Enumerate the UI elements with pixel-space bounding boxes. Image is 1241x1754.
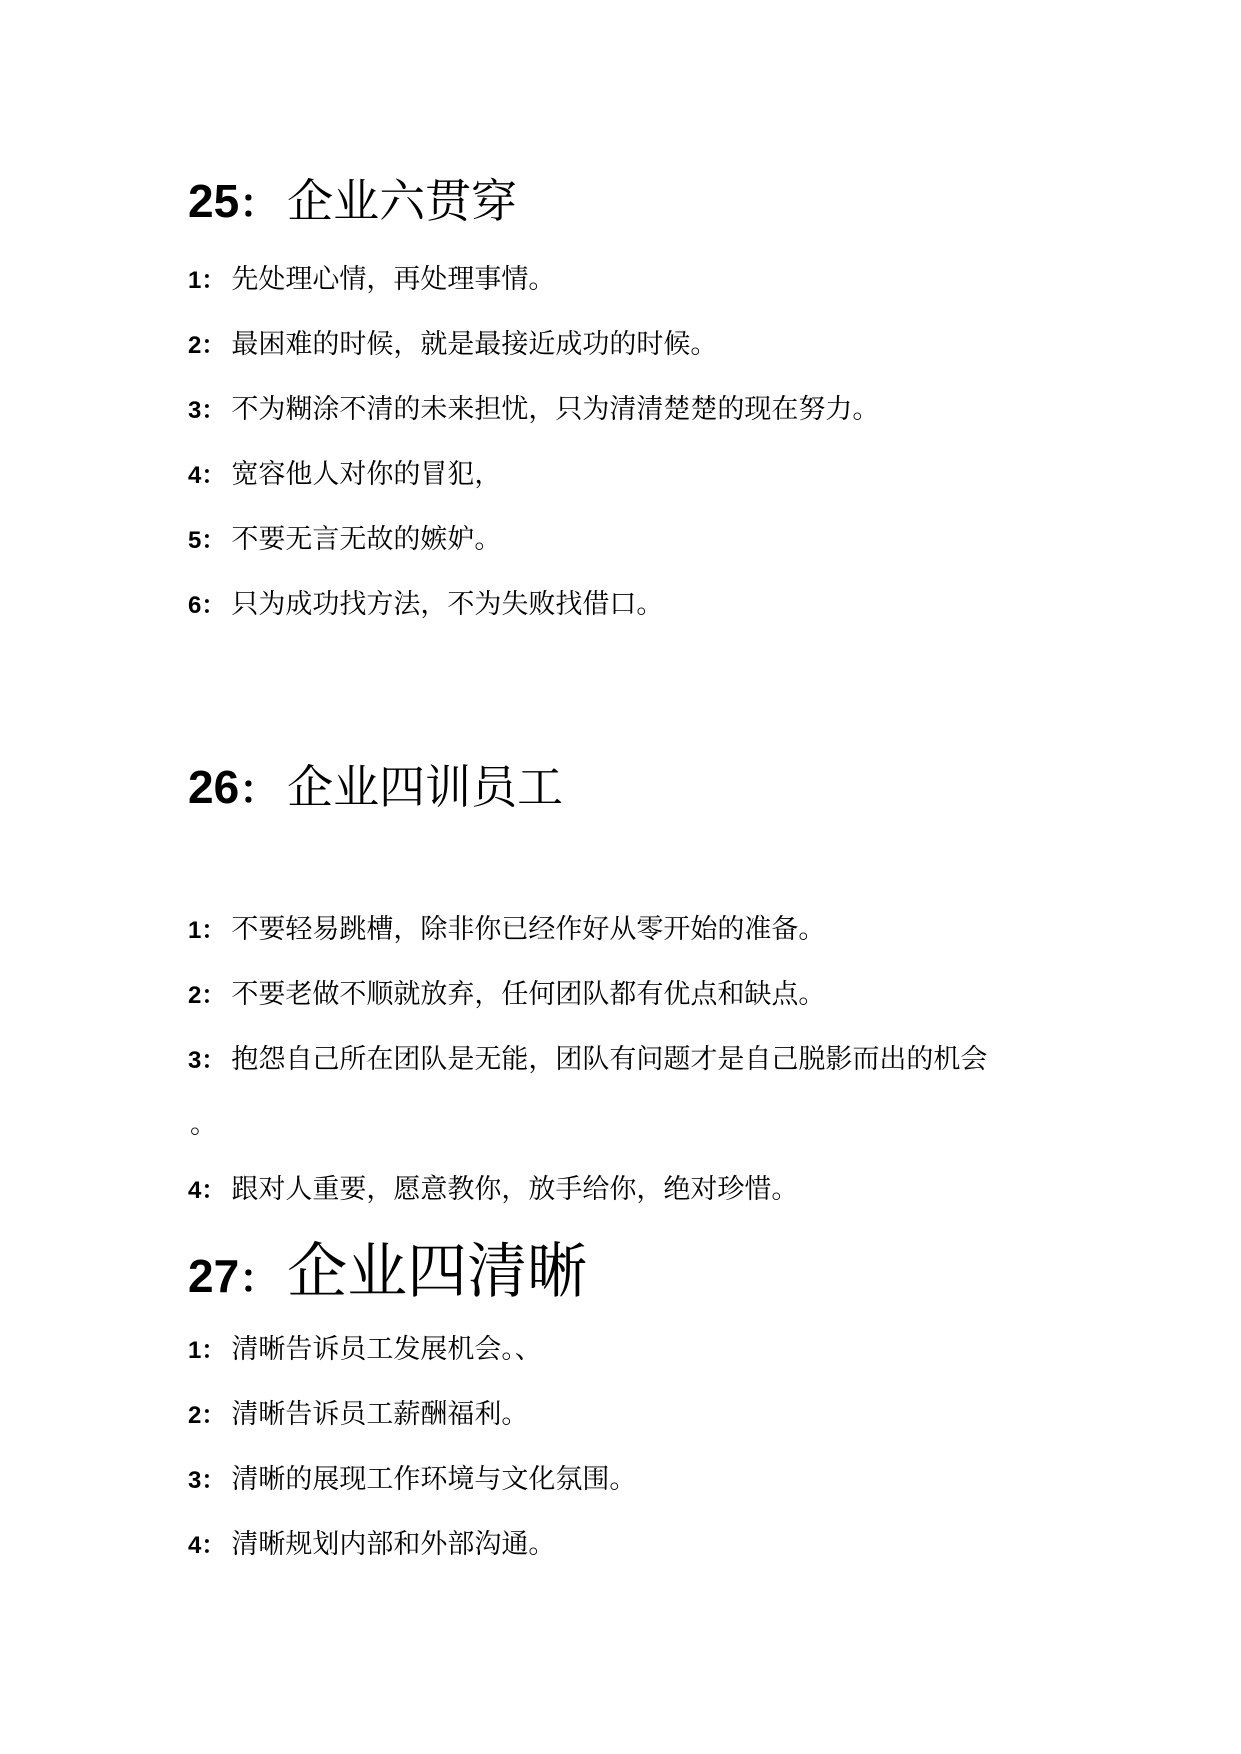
list-item [188,1462,636,1499]
item-colon: ： [201,1466,226,1494]
list-item [188,262,555,299]
list-item [188,1397,528,1434]
item-text: 跟对人重要，愿意教你，放手给你，绝对珍惜。 [231,1174,799,1205]
item-number: 2 [188,982,202,1009]
item-number: 5 [188,527,202,554]
item-continuation: 。 [190,1109,217,1140]
list-item [188,392,879,429]
item-number: 3 [188,1467,202,1494]
list-item [188,587,663,624]
item-text: 最困难的时候，就是最接近成功的时候。 [231,329,718,360]
item-colon: ： [201,331,226,359]
item-text: 抱怨自己所在团队是无能，团队有问题才是自己脱影而出的机会 [231,1044,988,1075]
section-number: 26 [188,761,240,813]
item-colon: ： [201,916,226,944]
item-text: 不要老做不顺就放弃，任何团队都有优点和缺点。 [231,979,826,1010]
item-number: 3 [188,397,202,424]
item-text: 不要无言无故的嫉妒。 [231,524,502,555]
item-colon: ： [201,526,226,554]
item-text: 清晰规划内部和外部沟通。 [231,1529,556,1560]
item-number: 1 [188,267,202,294]
item-colon: ： [201,1176,226,1204]
list-item [188,327,717,364]
section-number: 25 [188,175,240,227]
item-colon: ： [201,1336,226,1364]
item-text: 清晰告诉员工薪酬福利。 [231,1399,529,1430]
section-title: 企业六贯穿 [287,174,518,228]
item-colon: ： [201,396,226,424]
item-colon: ： [201,1046,226,1074]
item-colon: ： [201,1401,226,1429]
section-title: 企业四清晰 [287,1237,588,1307]
item-text: 只为成功找方法，不为失败找借口。 [231,589,664,620]
list-item [188,522,501,559]
item-text: 不要轻易跳槽，除非你已经作好从零开始的准备。 [231,914,826,945]
item-text: 不为糊涂不清的未来担忧，只为清清楚楚的现在努力。 [231,394,880,425]
list-item [188,1042,987,1079]
list-item [188,1172,798,1209]
item-text: 先处理心情，再处理事情。 [231,264,556,295]
section-colon: ： [239,767,280,813]
item-number: 4 [188,1532,202,1559]
item-number: 1 [188,917,202,944]
item-number: 4 [188,1177,202,1204]
item-text: 宽容他人对你的冒犯， [231,459,502,490]
item-text: 清晰告诉员工发展机会。、 [231,1334,542,1365]
item-number: 6 [188,592,202,619]
section-colon: ： [239,181,280,227]
item-number: 3 [188,1047,202,1074]
section-heading-26 [188,760,564,814]
item-colon: ： [201,461,226,489]
item-number: 2 [188,1402,202,1429]
item-text: 清晰的展现工作环境与文化氛围。 [231,1464,637,1495]
section-heading-25 [188,174,518,228]
list-item [188,457,501,494]
section-number: 27 [188,1250,240,1302]
item-colon: ： [201,981,226,1009]
list-item [188,1332,542,1369]
item-number: 1 [188,1337,202,1364]
item-colon: ： [201,266,226,294]
list-item [188,1527,555,1564]
item-colon: ： [201,591,226,619]
section-colon: ： [239,1256,280,1302]
section-title: 企业四训员工 [287,760,564,814]
item-number: 2 [188,332,202,359]
list-item [188,912,825,949]
item-number: 4 [188,462,202,489]
list-item [188,977,825,1014]
section-heading-27 [188,1237,588,1307]
item-colon: ： [201,1531,226,1559]
